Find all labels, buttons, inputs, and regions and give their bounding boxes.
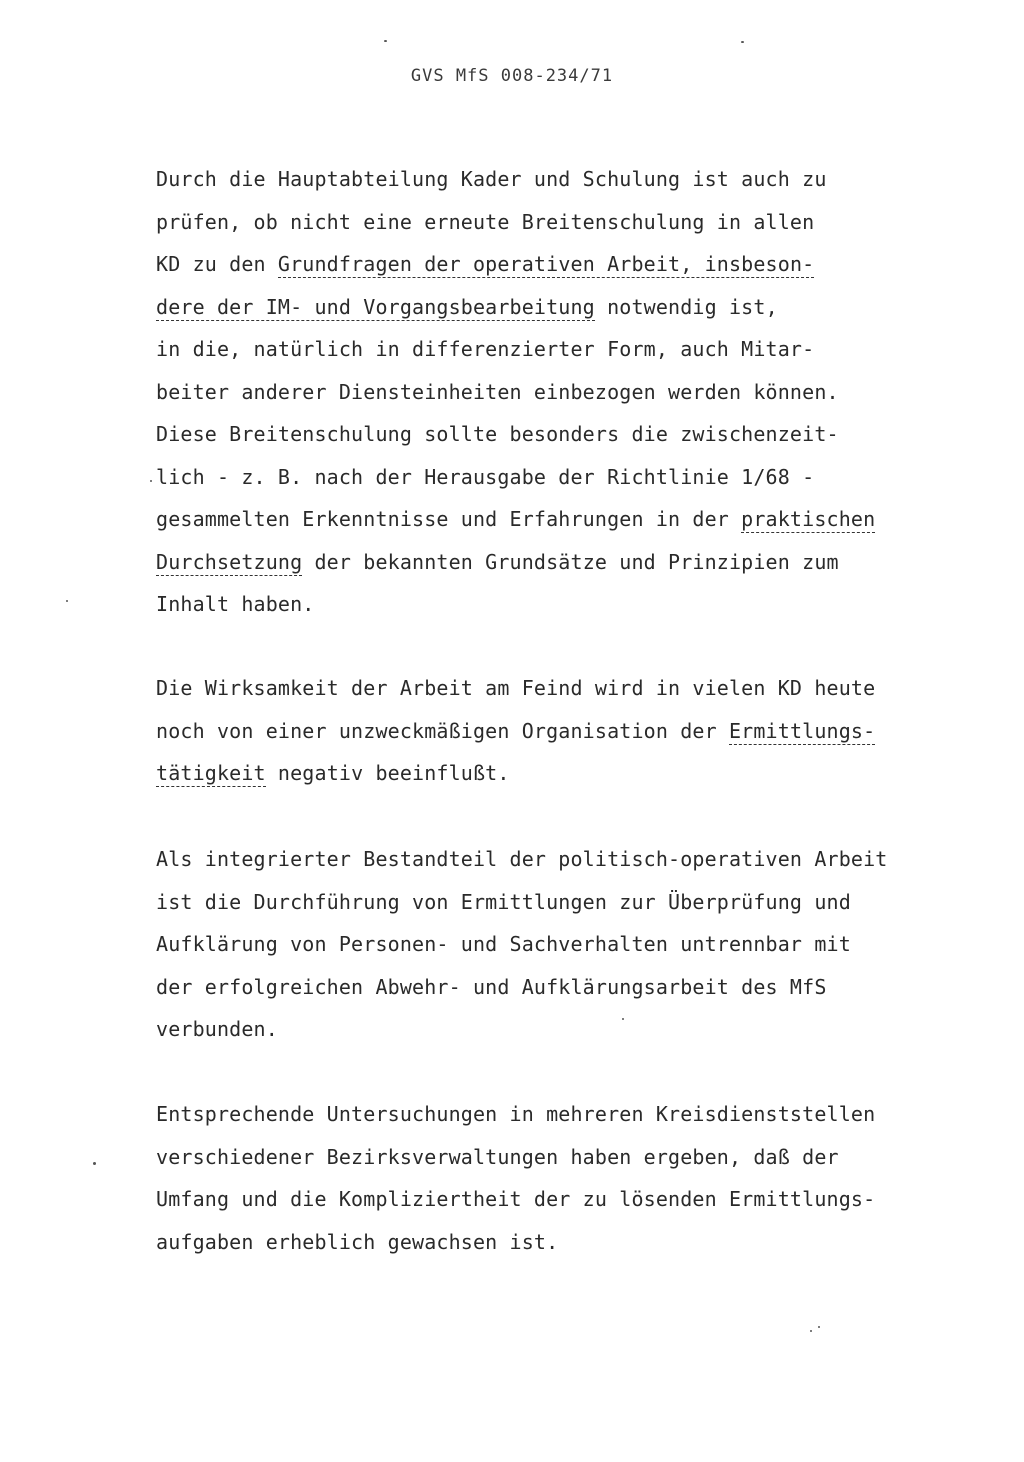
text-segment: KD zu den: [156, 252, 278, 276]
paragraph-findings: [156, 1093, 875, 1263]
text-segment: noch von einer unzweckmäßigen Organisation der: [156, 718, 729, 743]
text-line: [156, 1008, 887, 1051]
text-line: [156, 838, 887, 881]
scan-speck: [810, 1330, 812, 1332]
text-segment: der bekannten Grundsätze und Prinzipien zum: [302, 549, 839, 574]
text-line: [156, 752, 875, 795]
text-segment: in die, natürlich in differenzierter Form, auch Mitar-: [156, 337, 815, 361]
text-line: [156, 923, 887, 966]
text-segment: Die Wirksamkeit der Arbeit am Feind wird in vielen KD heute: [156, 676, 876, 700]
text-segment: Diese Breitenschulung sollte besonders die zwischenzeit-: [156, 422, 839, 446]
paragraph-investigations: [156, 838, 887, 1051]
text-line: [156, 1093, 875, 1136]
underlined-phrase: praktischen: [741, 507, 876, 531]
text-segment: beiter anderer Diensteinheiten einbezogen werden können.: [156, 379, 839, 404]
text-line: [156, 1136, 875, 1179]
text-segment: aufgaben erheblich gewachsen ist.: [156, 1229, 559, 1254]
text-segment: Inhalt haben.: [156, 592, 315, 616]
underlined-phrase: tätigkeit: [156, 761, 266, 785]
text-line: [156, 541, 875, 584]
text-segment: ist die Durchführung von Ermittlungen zur Überprüfung und: [156, 889, 851, 914]
text-line: [156, 371, 875, 414]
text-segment: verschiedener Bezirksverwaltungen haben ergeben, daß der: [156, 1144, 839, 1169]
scan-speck: [66, 600, 68, 602]
underlined-phrase: Durchsetzung: [156, 549, 303, 574]
underlined-phrase: Grundfragen der operativen Arbeit, insbeson-: [277, 252, 815, 276]
text-line: [156, 710, 875, 753]
text-segment: Umfang und die Kompliziertheit der zu lösenden Ermittlungs-: [156, 1187, 876, 1211]
scan-speck: [384, 40, 387, 42]
text-segment: Als integrierter Bestandteil der politisch-operativen Arbeit: [156, 847, 888, 871]
document-reference-header: GVS MfS 008-234/71: [410, 66, 614, 86]
text-line: [156, 243, 875, 286]
text-line: [156, 1221, 875, 1264]
text-line: [156, 456, 875, 499]
text-segment: Durch die Hauptabteilung Kader und Schulung ist auch zu: [156, 167, 827, 191]
text-segment: notwendig ist,: [594, 294, 778, 319]
underlined-phrase: dere der IM- und Vorgangsbearbeitung: [156, 294, 595, 319]
paragraph-effectiveness: [156, 667, 875, 795]
text-segment: negativ beeinflußt.: [265, 761, 510, 785]
paragraph-training: [156, 158, 875, 626]
text-line: [156, 413, 875, 456]
scan-speck: [622, 1018, 624, 1020]
scan-speck: [818, 1326, 820, 1328]
text-line: [156, 158, 875, 201]
text-line: [156, 966, 887, 1009]
underlined-phrase: Ermittlungs-: [728, 718, 876, 743]
text-line: [156, 498, 875, 541]
text-line: [156, 1178, 875, 1221]
text-segment: Aufklärung von Personen- und Sachverhalten untrennbar mit: [156, 932, 851, 956]
text-line: [156, 286, 875, 329]
scan-speck: [93, 1162, 96, 1165]
scan-speck: [150, 480, 152, 482]
text-line: [156, 881, 887, 924]
text-segment: lich - z. B. nach der Herausgabe der Richtlinie 1/68 -: [156, 464, 815, 489]
text-line: [156, 201, 875, 244]
text-line: [156, 328, 875, 371]
text-segment: verbunden.: [156, 1017, 278, 1041]
text-line: [156, 667, 875, 710]
scan-speck: [741, 41, 744, 43]
text-segment: der erfolgreichen Abwehr- und Aufklärungsarbeit des MfS: [156, 974, 827, 999]
text-segment: Entsprechende Untersuchungen in mehreren Kreisdienststellen: [156, 1102, 876, 1126]
text-line: [156, 583, 875, 626]
text-segment: gesammelten Erkenntnisse und Erfahrungen in der: [156, 507, 742, 531]
text-segment: prüfen, ob nicht eine erneute Breitenschulung in allen: [156, 209, 815, 234]
